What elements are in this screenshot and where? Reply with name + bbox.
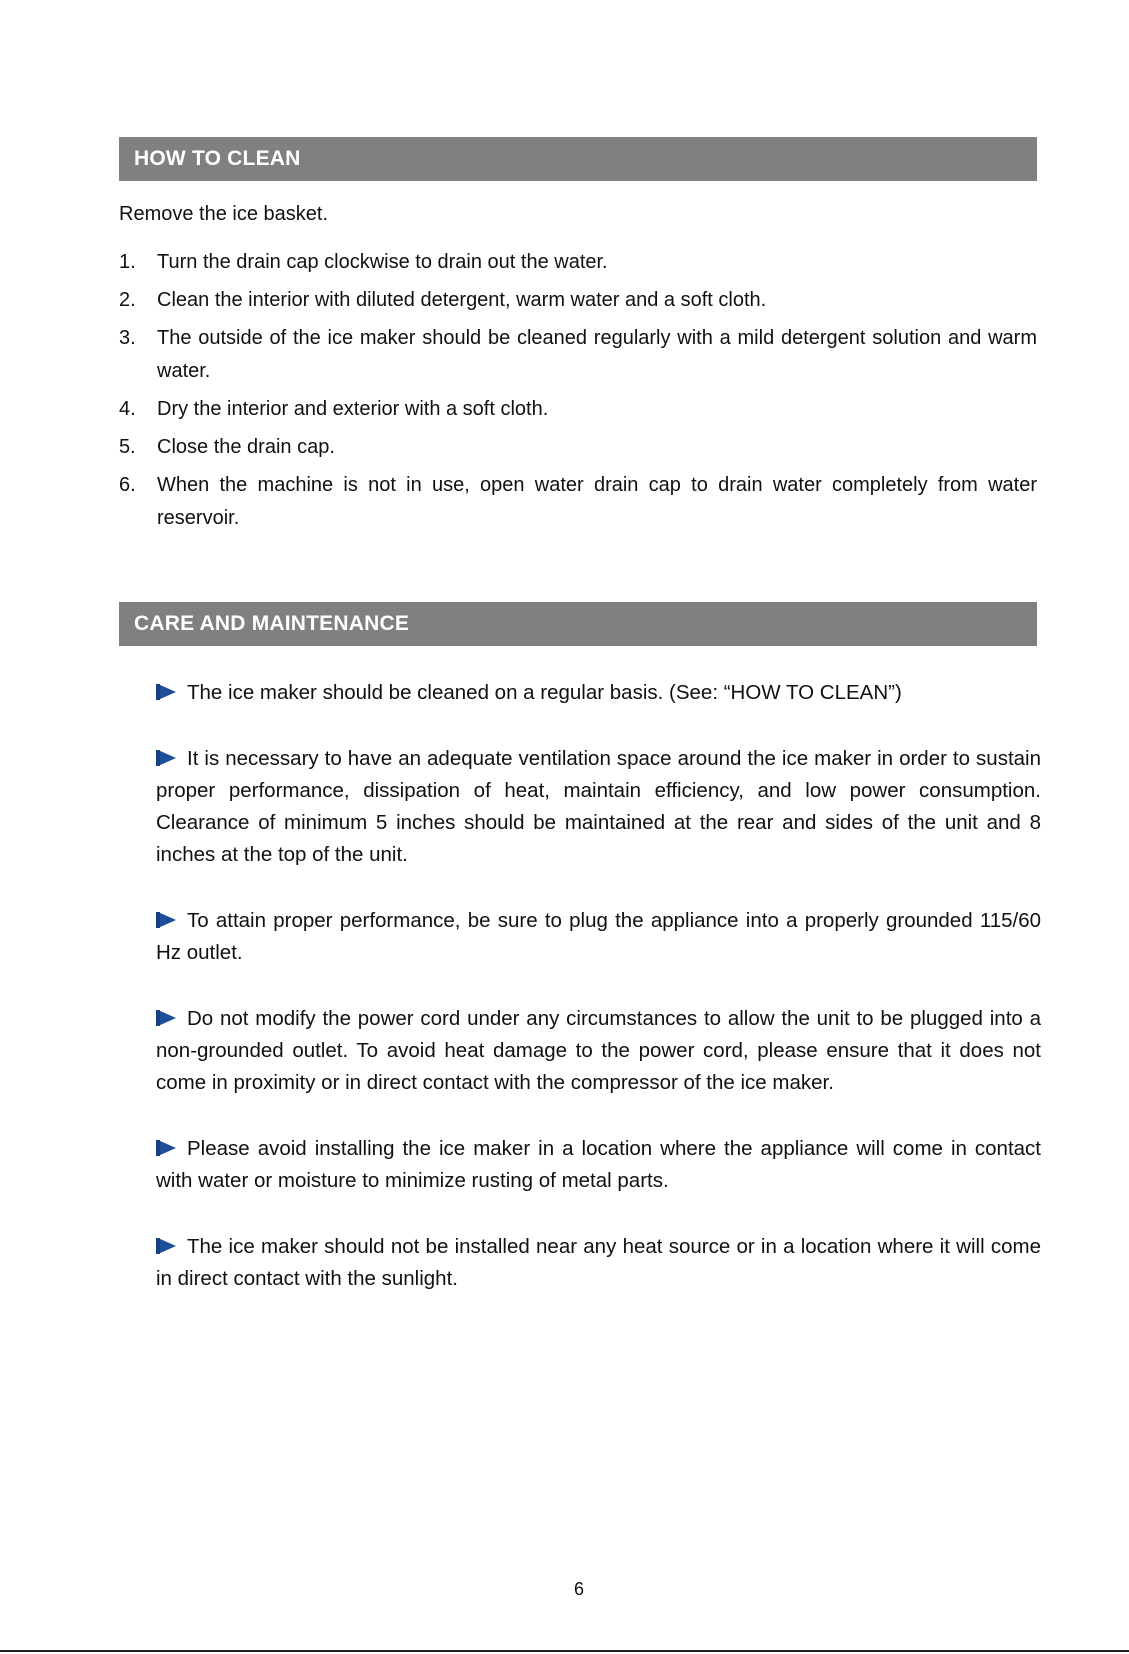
list-item	[119, 393, 1037, 426]
list-item	[156, 1231, 1041, 1295]
arrow-right-icon	[156, 683, 178, 701]
list-item	[156, 1003, 1041, 1099]
step-text: Turn the drain cap clockwise to drain out the water.	[157, 251, 608, 273]
step-number: 4.	[119, 398, 136, 420]
care-bullets-list	[156, 677, 1041, 1329]
step-number: 6.	[119, 474, 136, 496]
arrow-right-icon	[156, 749, 178, 767]
step-text: When the machine is not in use, open water drain cap to drain water completely from water reservoir.	[157, 474, 1037, 529]
list-item	[156, 677, 1041, 709]
bottom-divider	[0, 1650, 1129, 1652]
bullet-text: Please avoid installing the ice maker in a location where the appliance will come in contact with water or moisture to minimize rusting of metal parts.	[156, 1137, 1041, 1192]
arrow-right-icon	[156, 1237, 178, 1255]
arrow-right-icon	[156, 911, 178, 929]
bullet-text: The ice maker should be cleaned on a regular basis. (See: “HOW TO CLEAN”)	[187, 681, 902, 704]
list-item	[156, 1133, 1041, 1197]
section-header-how-to-clean: HOW TO CLEAN	[119, 137, 1037, 181]
arrow-right-icon	[156, 1139, 178, 1157]
step-text: Close the drain cap.	[157, 436, 335, 458]
section-header-care-and-maintenance: CARE AND MAINTENANCE	[119, 602, 1037, 646]
step-text: Dry the interior and exterior with a soft cloth.	[157, 398, 549, 420]
list-item	[156, 743, 1041, 871]
step-number: 5.	[119, 436, 136, 458]
list-item	[119, 246, 1037, 279]
intro-text: Remove the ice basket.	[119, 203, 328, 225]
step-number: 2.	[119, 289, 136, 311]
step-number: 3.	[119, 327, 136, 349]
step-text: Clean the interior with diluted detergent, warm water and a soft cloth.	[157, 289, 767, 311]
bullet-text: To attain proper performance, be sure to plug the appliance into a properly grounded 115/60 Hz outlet.	[156, 909, 1041, 964]
bullet-text: It is necessary to have an adequate ventilation space around the ice maker in order to sustain proper performance, dissipation of heat, maintain efficiency, and low power consumption. Clearance of minimum 5 inches should be maintained at the rear and sides of the unit and 8 inches at the top of the unit.	[156, 747, 1041, 866]
list-item	[119, 322, 1037, 388]
bullet-text: Do not modify the power cord under any circumstances to allow the unit to be plugged into a non-grounded outlet. To avoid heat damage to the power cord, please ensure that it does not come in proximity or in direct contact with the compressor of the ice maker.	[156, 1007, 1041, 1094]
page-number: 6	[573, 1579, 584, 1599]
step-number: 1.	[119, 251, 136, 273]
list-item	[119, 431, 1037, 464]
bullet-text: The ice maker should not be installed near any heat source or in a location where it will come in direct contact with the sunlight.	[156, 1235, 1041, 1290]
list-item	[119, 284, 1037, 317]
list-item	[119, 469, 1037, 535]
step-text: The outside of the ice maker should be cleaned regularly with a mild detergent solution and warm water.	[157, 327, 1037, 382]
cleaning-steps-list	[119, 246, 1037, 540]
arrow-right-icon	[156, 1009, 178, 1027]
list-item	[156, 905, 1041, 969]
